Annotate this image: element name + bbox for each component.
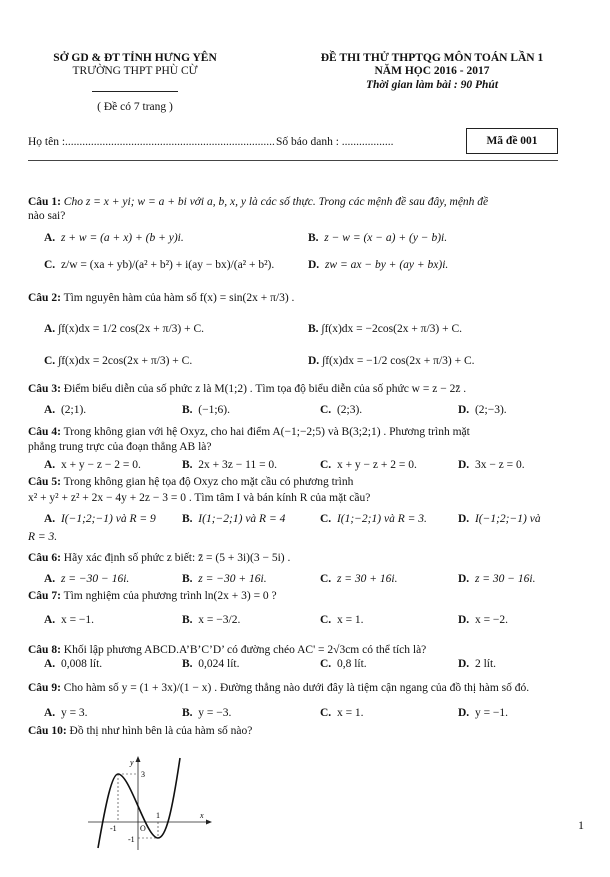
- exam-duration: Thời gian làm bài : 90 Phút: [365, 79, 499, 91]
- x-axis-label: x: [200, 811, 204, 820]
- option-b: B. x = −3/2.: [182, 614, 241, 626]
- option-a: A. y = 3.: [44, 707, 88, 719]
- question-label: Câu 1:: [28, 196, 61, 208]
- school-department: SỞ GD & ĐT TỈNH HƯNG YÊN: [53, 52, 217, 64]
- option-d: D. zw = ax − by + (ay + bx)i.: [308, 259, 449, 271]
- function-graph: [88, 752, 218, 852]
- option-a: A. z + w = (a + x) + (b + y)i.: [44, 232, 184, 244]
- option-d: D. 3x − z = 0.: [458, 459, 525, 471]
- y-axis-arrow: [136, 756, 141, 762]
- question-4: Câu 4: Trong không gian với hệ Oxyz, cho hai điểm A(−1;−2;5) và B(3;2;1) . Phương trình mặt: [28, 426, 470, 438]
- option-d: D. y = −1.: [458, 707, 509, 719]
- option-b: B. y = −3.: [182, 707, 232, 719]
- option-a: A. ∫f(x)dx = 1/2 cos(2x + π/3) + C.: [44, 323, 205, 335]
- candidate-id-field: Số báo danh : ..................: [276, 136, 394, 148]
- option-a: A. z = −30 − 16i.: [44, 573, 130, 585]
- option-b: B. 2x + 3z − 11 = 0.: [182, 459, 278, 471]
- question-4-line2: phẳng trung trực của đoạn thẳng AB là?: [28, 441, 212, 453]
- exam-code-box: [466, 128, 558, 154]
- tick-y3: 3: [141, 770, 145, 779]
- option-d: D. x = −2.: [458, 614, 509, 626]
- school-year: NĂM HỌC 2016 - 2017: [374, 65, 490, 77]
- option-c: C. (2;3).: [320, 404, 363, 416]
- question-5: Câu 5: Trong không gian hệ tọa độ Oxyz cho mặt cầu có phương trình: [28, 476, 354, 488]
- question-2: Câu 2: Tìm nguyên hàm của hàm số f(x) = sin(2x + π/3) .: [28, 292, 295, 304]
- page-number: 1: [578, 818, 584, 832]
- question-1: [28, 195, 588, 209]
- school-name: TRƯỜNG THPT PHÙ CỪ: [72, 65, 198, 77]
- option-d: D. ∫f(x)dx = −1/2 cos(2x + π/3) + C.: [308, 355, 475, 367]
- tick-x1: 1: [156, 811, 160, 820]
- option-a: A. (2;1).: [44, 404, 87, 416]
- option-c: C. x + y − z + 2 = 0.: [320, 459, 417, 471]
- option-d: D. I(−1;2;−1) và: [458, 513, 541, 525]
- option-b: B. I(1;−2;1) và R = 4: [182, 513, 286, 525]
- option-a: A. I(−1;2;−1) và R = 9: [44, 513, 156, 525]
- option-b: B. 0,024 lít.: [182, 658, 240, 670]
- option-d: D. (2;−3).: [458, 404, 507, 416]
- option-c: C. x = 1.: [320, 614, 364, 626]
- option-d-continued: R = 3.: [28, 531, 58, 543]
- question-10: Câu 10: Đồ thị như hình bên là của hàm số nào?: [28, 725, 253, 737]
- exam-code: Mã đề 001: [486, 135, 538, 147]
- option-b: B. z − w = (x − a) + (y − b)i.: [308, 232, 448, 244]
- option-d: D. z = 30 − 16i.: [458, 573, 536, 585]
- exam-title: ĐỀ THI THỬ THPTQG MÔN TOÁN LẦN 1: [320, 52, 544, 64]
- option-a: A. x + y − z − 2 = 0.: [44, 459, 141, 471]
- option-a: A. x = −1.: [44, 614, 95, 626]
- tick-x-neg1: -1: [110, 824, 117, 833]
- candidate-name-field: Họ tên :.........................................................................: [28, 136, 275, 148]
- question-3: Câu 3: Điểm biểu diễn của số phức z là M(1;2) . Tìm tọa độ biểu diễn của số phức w = z − 2z̄ .: [28, 383, 467, 395]
- option-b: B. z = −30 + 16i.: [182, 573, 267, 585]
- tick-y-neg1: -1: [128, 835, 135, 844]
- option-c: C. 0,8 lít.: [320, 658, 367, 670]
- option-c: C. z/w = (xa + yb)/(a² + b²) + i(ay − bx)/(a² + b²).: [44, 259, 275, 271]
- question-text: Cho z = x + yi; w = a + bi với a, b, x, y là các số thực. Trong các mệnh đề sau đây, mệnh đề: [63, 196, 489, 208]
- cubic-curve: [98, 758, 180, 848]
- option-b: B. ∫f(x)dx = −2cos(2x + π/3) + C.: [308, 323, 463, 335]
- question-8: Câu 8: Khối lập phương ABCD.A’B’C’D’ có đường chéo AC' = 2√3cm có thể tích là?: [28, 644, 427, 656]
- question-7: Câu 7: Tìm nghiệm của phương trình ln(2x + 3) = 0 ?: [28, 590, 277, 602]
- option-b: B. (−1;6).: [182, 404, 231, 416]
- option-d: D. 2 lít.: [458, 658, 497, 670]
- header-divider: [92, 91, 178, 92]
- option-c: C. ∫f(x)dx = 2cos(2x + π/3) + C.: [44, 355, 193, 367]
- option-a: A. 0,008 lít.: [44, 658, 103, 670]
- x-axis-arrow: [206, 820, 212, 825]
- page-count-note: ( Đề có 7 trang ): [97, 101, 173, 113]
- candidate-divider: [28, 160, 558, 161]
- question-5-line2: x² + y² + z² + 2x − 4y + 2z − 3 = 0 . Tìm tâm I và bán kính R của mặt cầu?: [28, 492, 371, 504]
- option-c: C. x = 1.: [320, 707, 364, 719]
- option-c: C. I(1;−2;1) và R = 3.: [320, 513, 427, 525]
- question-1-line2: nào sai?: [28, 210, 66, 222]
- question-6: Câu 6: Hãy xác định số phức z biết: z̄ = (5 + 3i)(3 − 5i) .: [28, 552, 291, 564]
- origin-label: O: [140, 824, 146, 833]
- option-c: C. z = 30 + 16i.: [320, 573, 398, 585]
- y-axis-label: y: [130, 758, 134, 767]
- question-9: Câu 9: Cho hàm số y = (1 + 3x)/(1 − x) . Đường thẳng nào dưới đây là tiệm cận ngang của đồ thị hàm số đó.: [28, 682, 530, 694]
